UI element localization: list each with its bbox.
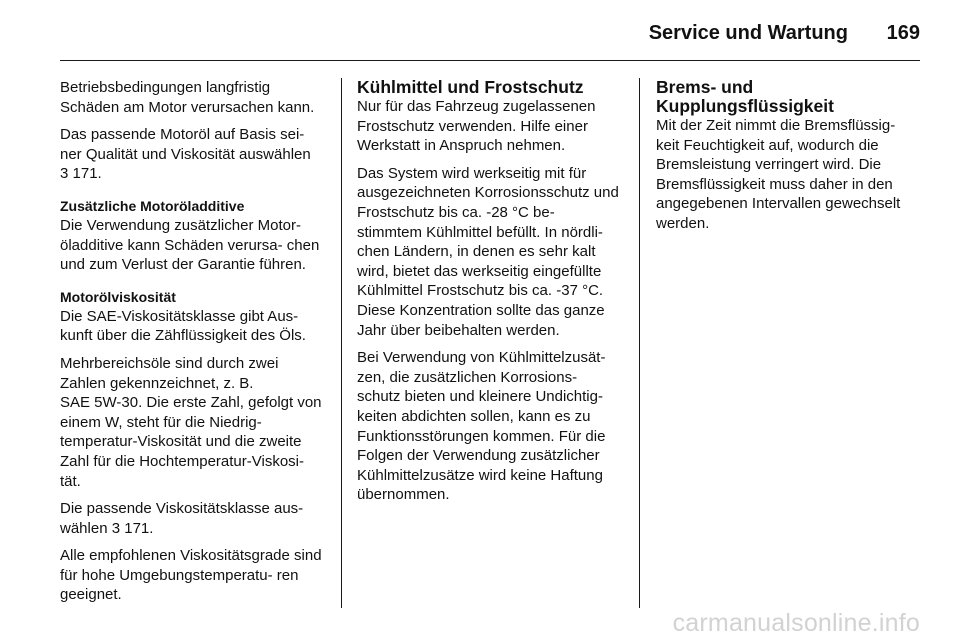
page-reference-link[interactable]: 3 171. (111, 519, 154, 537)
paragraph: Alle empfohlenen Viskositätsgrade sind für hohe Umgebungstemperatu- ren geeignet. (60, 547, 322, 604)
page-header (60, 22, 920, 48)
column-1 (60, 78, 325, 613)
section-heading (656, 78, 922, 116)
paragraph-text: Mehrbereichsöle sind durch zwei Zahlen gekennzeichnet, z. B. (60, 354, 279, 392)
column-divider (341, 78, 342, 608)
page-number: 169 (886, 22, 920, 44)
column-2 (357, 78, 623, 513)
paragraph-text: SAE 5W-30. Die erste Zahl, gefolgt von einem W, steht für die Niedrig- temperatur-Viskosität und die zweite Zahl für die Hochtemperatur-Viskosi- tät. (60, 394, 322, 490)
paragraph-text: Die passende Viskositätsklasse aus- wählen (60, 500, 304, 537)
paragraph: Betriebsbedingungen langfristig Schäden am Motor verursachen kann. (60, 79, 315, 116)
heading-line: Kupplungsflüssigkeit (656, 96, 834, 116)
watermark: carmanualsonline.info (672, 609, 920, 637)
paragraph (60, 499, 325, 538)
page-title: Service und Wartung (648, 22, 848, 44)
paragraph: Die SAE-Viskositätsklasse gibt Aus- kunft über die Zähflüssigkeit des Öls. (60, 307, 306, 345)
column-divider (639, 78, 640, 608)
page-reference-link[interactable]: 3 171. (60, 165, 102, 183)
heading-line: Brems- und (656, 77, 754, 97)
section-heading: Motorölviskosität (60, 288, 176, 305)
column-3 (656, 78, 922, 242)
paragraph: Das System wird werkseitig mit für ausgezeichneten Korrosionsschutz und Frostschutz bis ca. -28 °C be- stimmtem Kühlmittel befüllt. In nördli- chen Ländern, in denen es sehr kalt wird, bietet das werkseitig eingefüllte Kühlmittel Frostschutz bis ca. -37 °C. Diese Konzentration sollte das ganze Jahr über beibehalten werden. (357, 164, 619, 339)
paragraph: Die Verwendung zusätzlicher Motor- öladditive kann Schäden verursa- chen und zum Verlust der Garantie führen. (60, 216, 320, 274)
header-divider (60, 60, 920, 61)
paragraph-text: Das passende Motoröl auf Basis sei- ner Qualität und Viskosität auswählen (60, 126, 311, 163)
section-heading: Kühlmittel und Frostschutz (357, 77, 584, 97)
section-heading: Zusätzliche Motoröladditive (60, 197, 245, 214)
paragraph: Nur für das Fahrzeug zugelassenen Frostschutz verwenden. Hilfe einer Werkstatt in Anspruch nehmen. (357, 98, 596, 155)
paragraph (60, 354, 325, 491)
paragraph (60, 125, 325, 184)
paragraph: Mit der Zeit nimmt die Bremsflüssig- keit Feuchtigkeit auf, wodurch die Bremsleistung verringert wird. Die Bremsflüssigkeit muss daher in den angegebenen Intervallen gewechselt werden. (656, 117, 901, 232)
paragraph: Bei Verwendung von Kühlmittelzusät- zen, die zusätzlichen Korrosions- schutz bieten und kleinere Undichtig- keiten abdichten sollen, kann es zu Funktionsstörungen kommen. Für die Folgen der Verwendung zusätzlicher Kühlmittelzusätze wird keine Haftung übernommen. (357, 349, 606, 504)
